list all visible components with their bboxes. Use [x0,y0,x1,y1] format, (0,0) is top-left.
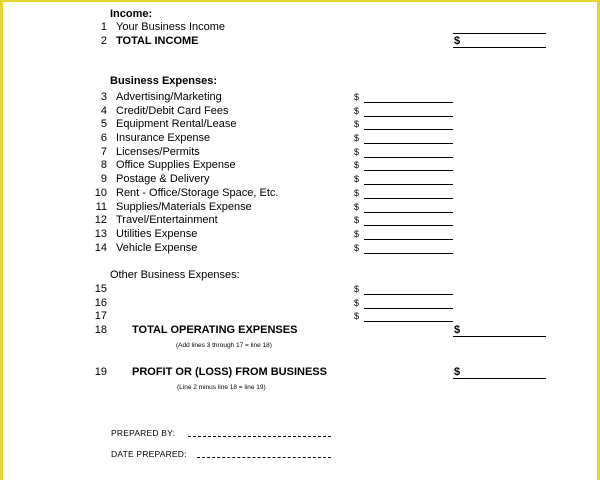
total-operating-note: (Add lines 3 through 17 = line 18) [176,342,272,349]
amount-entry-line[interactable] [364,102,453,103]
line-number: 3 [100,91,107,103]
amount-entry-line[interactable] [364,308,453,309]
dollar-sign: $ [354,106,360,116]
line-label: Your Business Income [116,21,226,33]
line-number: 19 [94,366,107,378]
line-label: Supplies/Materials Expense [116,201,252,213]
line-number: 5 [100,118,107,130]
prepared-by-entry-line[interactable] [188,436,331,437]
line-number: 18 [94,324,107,336]
line-number: 13 [94,228,107,240]
total-income-entry-line[interactable] [453,47,546,48]
line-number: 4 [100,105,107,117]
dollar-sign: $ [354,188,360,198]
line-number: 6 [100,132,107,144]
dollar-sign: $ [354,243,360,253]
amount-entry-line[interactable] [364,321,453,322]
line-label: Travel/Entertainment [116,214,218,226]
line-number: 17 [94,310,107,322]
amount-entry-line[interactable] [364,143,453,144]
amount-entry-line[interactable] [364,198,453,199]
dollar-sign: $ [454,35,461,47]
dollar-sign: $ [454,324,461,336]
profit-loss-entry-line[interactable] [453,378,546,379]
amount-entry-line[interactable] [364,129,453,130]
dollar-sign: $ [354,298,360,308]
income-entry-line[interactable] [453,33,546,34]
dollar-sign: $ [354,311,360,321]
amount-entry-line[interactable] [364,225,453,226]
amount-entry-line[interactable] [364,184,453,185]
line-number: 12 [94,214,107,226]
line-number: 1 [100,21,107,33]
dollar-sign: $ [354,229,360,239]
line-label: Credit/Debit Card Fees [116,105,229,117]
line-label: Vehicle Expense [116,242,198,254]
dollar-sign: $ [354,147,360,157]
dollar-sign: $ [454,366,461,378]
dollar-sign: $ [354,174,360,184]
line-number: 11 [95,201,107,213]
profit-loss-label: PROFIT OR (LOSS) FROM BUSINESS [132,366,327,378]
amount-entry-line[interactable] [364,239,453,240]
total-operating-expenses-label: TOTAL OPERATING EXPENSES [132,324,298,336]
total-operating-entry-line[interactable] [453,336,546,337]
other-expenses-header: Other Business Expenses: [110,269,240,281]
dollar-sign: $ [354,202,360,212]
line-number: 8 [100,159,107,171]
line-label: Insurance Expense [116,132,211,144]
line-label: Postage & Delivery [116,173,210,185]
amount-entry-line[interactable] [364,157,453,158]
line-number: 14 [94,242,107,254]
line-number: 10 [94,187,107,199]
dollar-sign: $ [354,92,360,102]
line-number: 16 [94,297,107,309]
dollar-sign: $ [354,284,360,294]
amount-entry-line[interactable] [364,294,453,295]
date-prepared-label: DATE PREPARED: [111,449,187,459]
total-income-label: TOTAL INCOME [116,35,199,47]
line-number: 2 [100,35,107,47]
dollar-sign: $ [354,119,360,129]
date-prepared-entry-line[interactable] [197,457,331,458]
line-label: Rent - Office/Storage Space, Etc. [116,187,279,199]
amount-entry-line[interactable] [364,170,453,171]
line-number: 9 [100,173,107,185]
dollar-sign: $ [354,160,360,170]
amount-entry-line[interactable] [364,253,453,254]
amount-entry-line[interactable] [364,212,453,213]
profit-loss-note: (Line 2 minus line 18 = line 19) [177,384,266,391]
dollar-sign: $ [354,215,360,225]
line-label: Utilities Expense [116,228,198,240]
business-expenses-header: Business Expenses: [110,75,217,87]
line-label: Licenses/Permits [116,146,200,158]
line-number: 7 [100,146,107,158]
dollar-sign: $ [354,133,360,143]
line-label: Advertising/Marketing [116,91,222,103]
line-number: 15 [94,283,107,295]
line-label: Office Supplies Expense [116,159,236,171]
prepared-by-label: PREPARED BY: [111,428,176,438]
amount-entry-line[interactable] [364,116,453,117]
line-label: Equipment Rental/Lease [116,118,237,130]
income-header: Income: [110,8,153,20]
